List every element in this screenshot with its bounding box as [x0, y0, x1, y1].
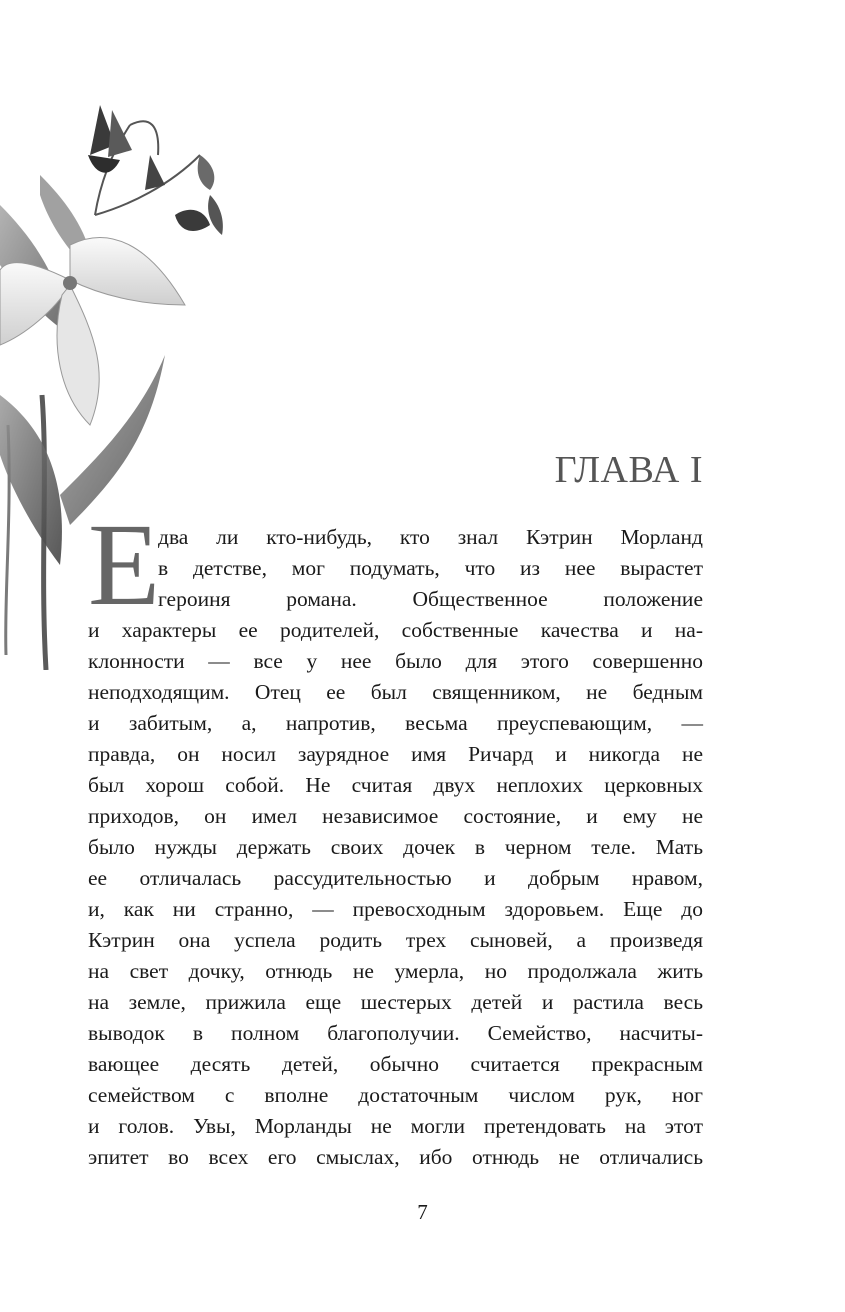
chapter-heading: ГЛАВА I [554, 449, 703, 491]
text-line: приходов, он имел независимое состояние, и ему не [88, 804, 703, 828]
text-line: неподходящим. Отец ее был священником, не бедным [88, 680, 703, 704]
text-line: эпитет во всех его смыслах, ибо отнюдь не отличались [88, 1145, 703, 1169]
text-line: героиня романа. Общественное положение [158, 587, 703, 611]
text-line: правда, он носил заурядное имя Ричард и никогда не [88, 742, 703, 766]
page-number: 7 [417, 1200, 428, 1224]
text-line: семейством с вполне достаточным числом рук, ног [88, 1083, 703, 1107]
drop-cap: Е [88, 499, 161, 630]
text-line: и голов. Увы, Морланды не могли претендовать на этот [88, 1114, 703, 1138]
text-line: на свет дочку, отнюдь не умерла, но продолжала жить [88, 959, 703, 983]
text-line: ее отличалась рассудительностью и добрым нравом, [88, 866, 703, 890]
text-line: был хорош собой. Не считая двух неплохих церковных [88, 773, 703, 797]
text-line: и, как ни странно, — превосходным здоровьем. Еще до [88, 897, 703, 921]
text-line: два ли кто-нибудь, кто знал Кэтрин Морланд [158, 525, 703, 549]
text-line: на земле, прижила еще шестерых детей и растила весь [88, 990, 703, 1014]
text-line: и забитым, а, напротив, весьма преуспевающим, — [88, 711, 703, 735]
text-line: и характеры ее родителей, собственные качества и на- [88, 618, 703, 642]
text-line: вающее десять детей, обычно считается прекрасным [88, 1052, 703, 1076]
text-line: клонности — все у нее было для этого совершенно [88, 649, 703, 673]
text-line: выводок в полном благополучии. Семейство, насчиты- [88, 1021, 703, 1045]
text-line: Кэтрин она успела родить трех сыновей, а произведя [88, 928, 703, 952]
text-line: в детстве, мог подумать, что из нее вырастет [158, 556, 703, 580]
text-line: было нужды держать своих дочек в черном теле. Мать [88, 835, 703, 859]
